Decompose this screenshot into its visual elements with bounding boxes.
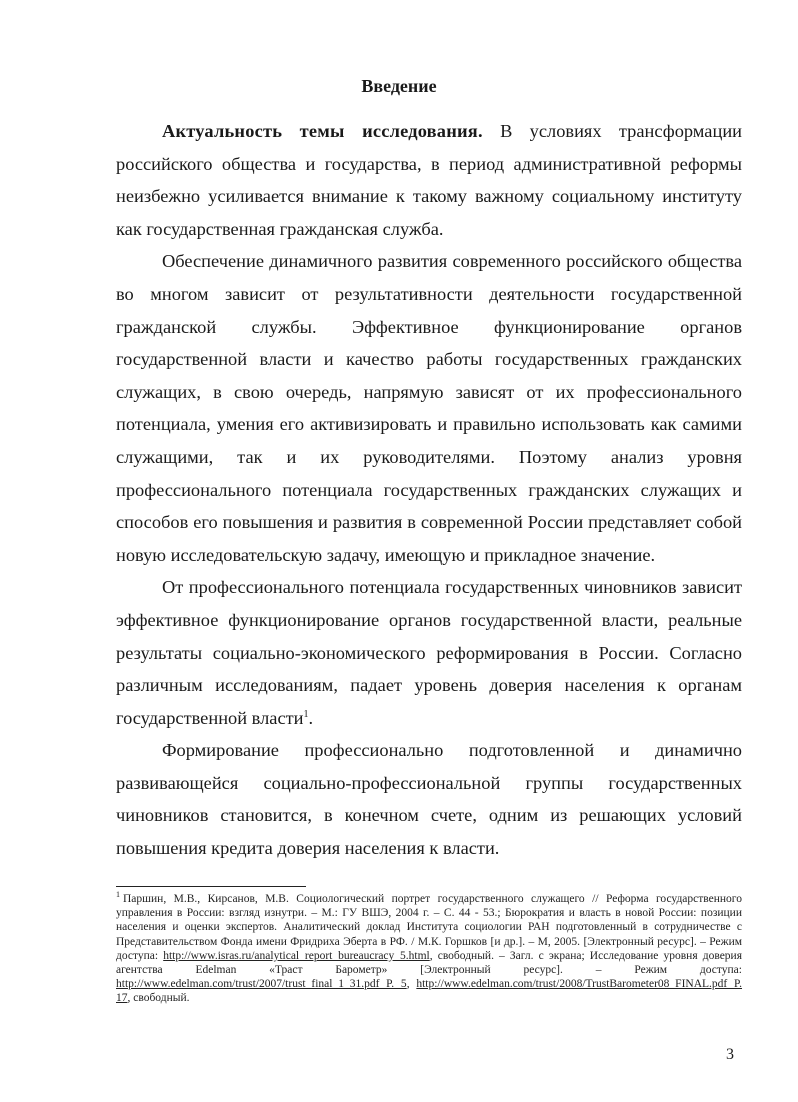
footnote-reference[interactable]: 1 — [303, 708, 309, 720]
footnote-text-b: , свободный. – Загл. с экрана; Исследование уровня доверия агентства Edelman «Траст Барометр» [Электронный ресурс]. – Режим доступа: — [116, 949, 742, 977]
paragraph-lead: Актуальность темы исследования. — [162, 121, 483, 141]
page-number: 3 — [726, 1046, 734, 1063]
footnote-link-isras[interactable]: http://www.isras.ru/analytical_report_bureaucracy_5.html — [163, 949, 430, 962]
body-text — [116, 115, 742, 865]
paragraph-formation: Формирование профессионально подготовленной и динамично развивающейся социально-профессиональной группы государственных чиновников становится, в конечном счете, одним из решающих условий повышения кредита доверия населения к власти. — [116, 740, 742, 859]
footnote-text-c: , — [406, 978, 410, 991]
paragraph-relevance — [116, 115, 742, 245]
footnote-mark: 1 — [116, 890, 120, 900]
footnote-separator — [116, 886, 306, 887]
paragraph-text: В условиях трансформации российского общества и государства, в период административной реформы неизбежно усиливается внимание к такому важному социальному институту как государственная гражданская служба. — [116, 121, 742, 239]
paragraph-text: От профессионального потенциала государственных чиновников зависит эффективное функционирование органов государственной власти, реальные результаты социально-экономического реформирования в России. Согласно различным исследованиям, падает уровень доверия населения к органам государственной власти — [116, 577, 742, 728]
paragraph-potential — [116, 571, 742, 734]
footnote-link-edelman-2008[interactable]: http://www.edelman.com/trust/2008/TrustBarometer08_FINAL.pdf P. 17 — [116, 978, 743, 1005]
footnote-link-edelman-2007[interactable]: http://www.edelman.com/trust/2007/trust_final_1_31.pdf P. 5 — [116, 978, 407, 991]
paragraph-development: Обеспечение динамичного развития современного российского общества во многом зависит от результативности деятельности государственной гражданской службы. Эффективное функционирование органов государственной власти и качество работы государственных гражданских служащих, в свою очередь, напрямую зависят от их профессионального потенциала, умения его активизировать и правильно использовать как самими служащими, так и их руководителями. Поэтому анализ уровня профессионального потенциала государственных гражданских служащих и способов его повышения и развития в современной России представляет собой новую исследовательскую задачу, имеющую и прикладное значение. — [116, 251, 742, 565]
footnote-text — [116, 892, 742, 1006]
footnote-text-a: Паршин, М.В., Кирсанов, М.В. Социологический портрет государственного служащего // Реформа государственного управления в России: взгляд изнутри. – М.: ГУ ВШЭ, 2004 г. – С. 44 - 53.; Бюрократия и власть в новой России: позиции населения и оценки экспертов. Аналитический доклад Института социологии РАН подготовленный в сотрудничестве с Представительством Фонда имени Фридриха Эберта в РФ. / М.К. Горшков [и др.]. – М, 2005. [Электронный ресурс]. – Режим доступа: — [116, 893, 742, 962]
footnote — [116, 892, 742, 1006]
section-heading: Введение — [361, 76, 437, 96]
paragraph-end: . — [308, 707, 314, 728]
footnote-text-d: , свободный. — [127, 992, 190, 1005]
